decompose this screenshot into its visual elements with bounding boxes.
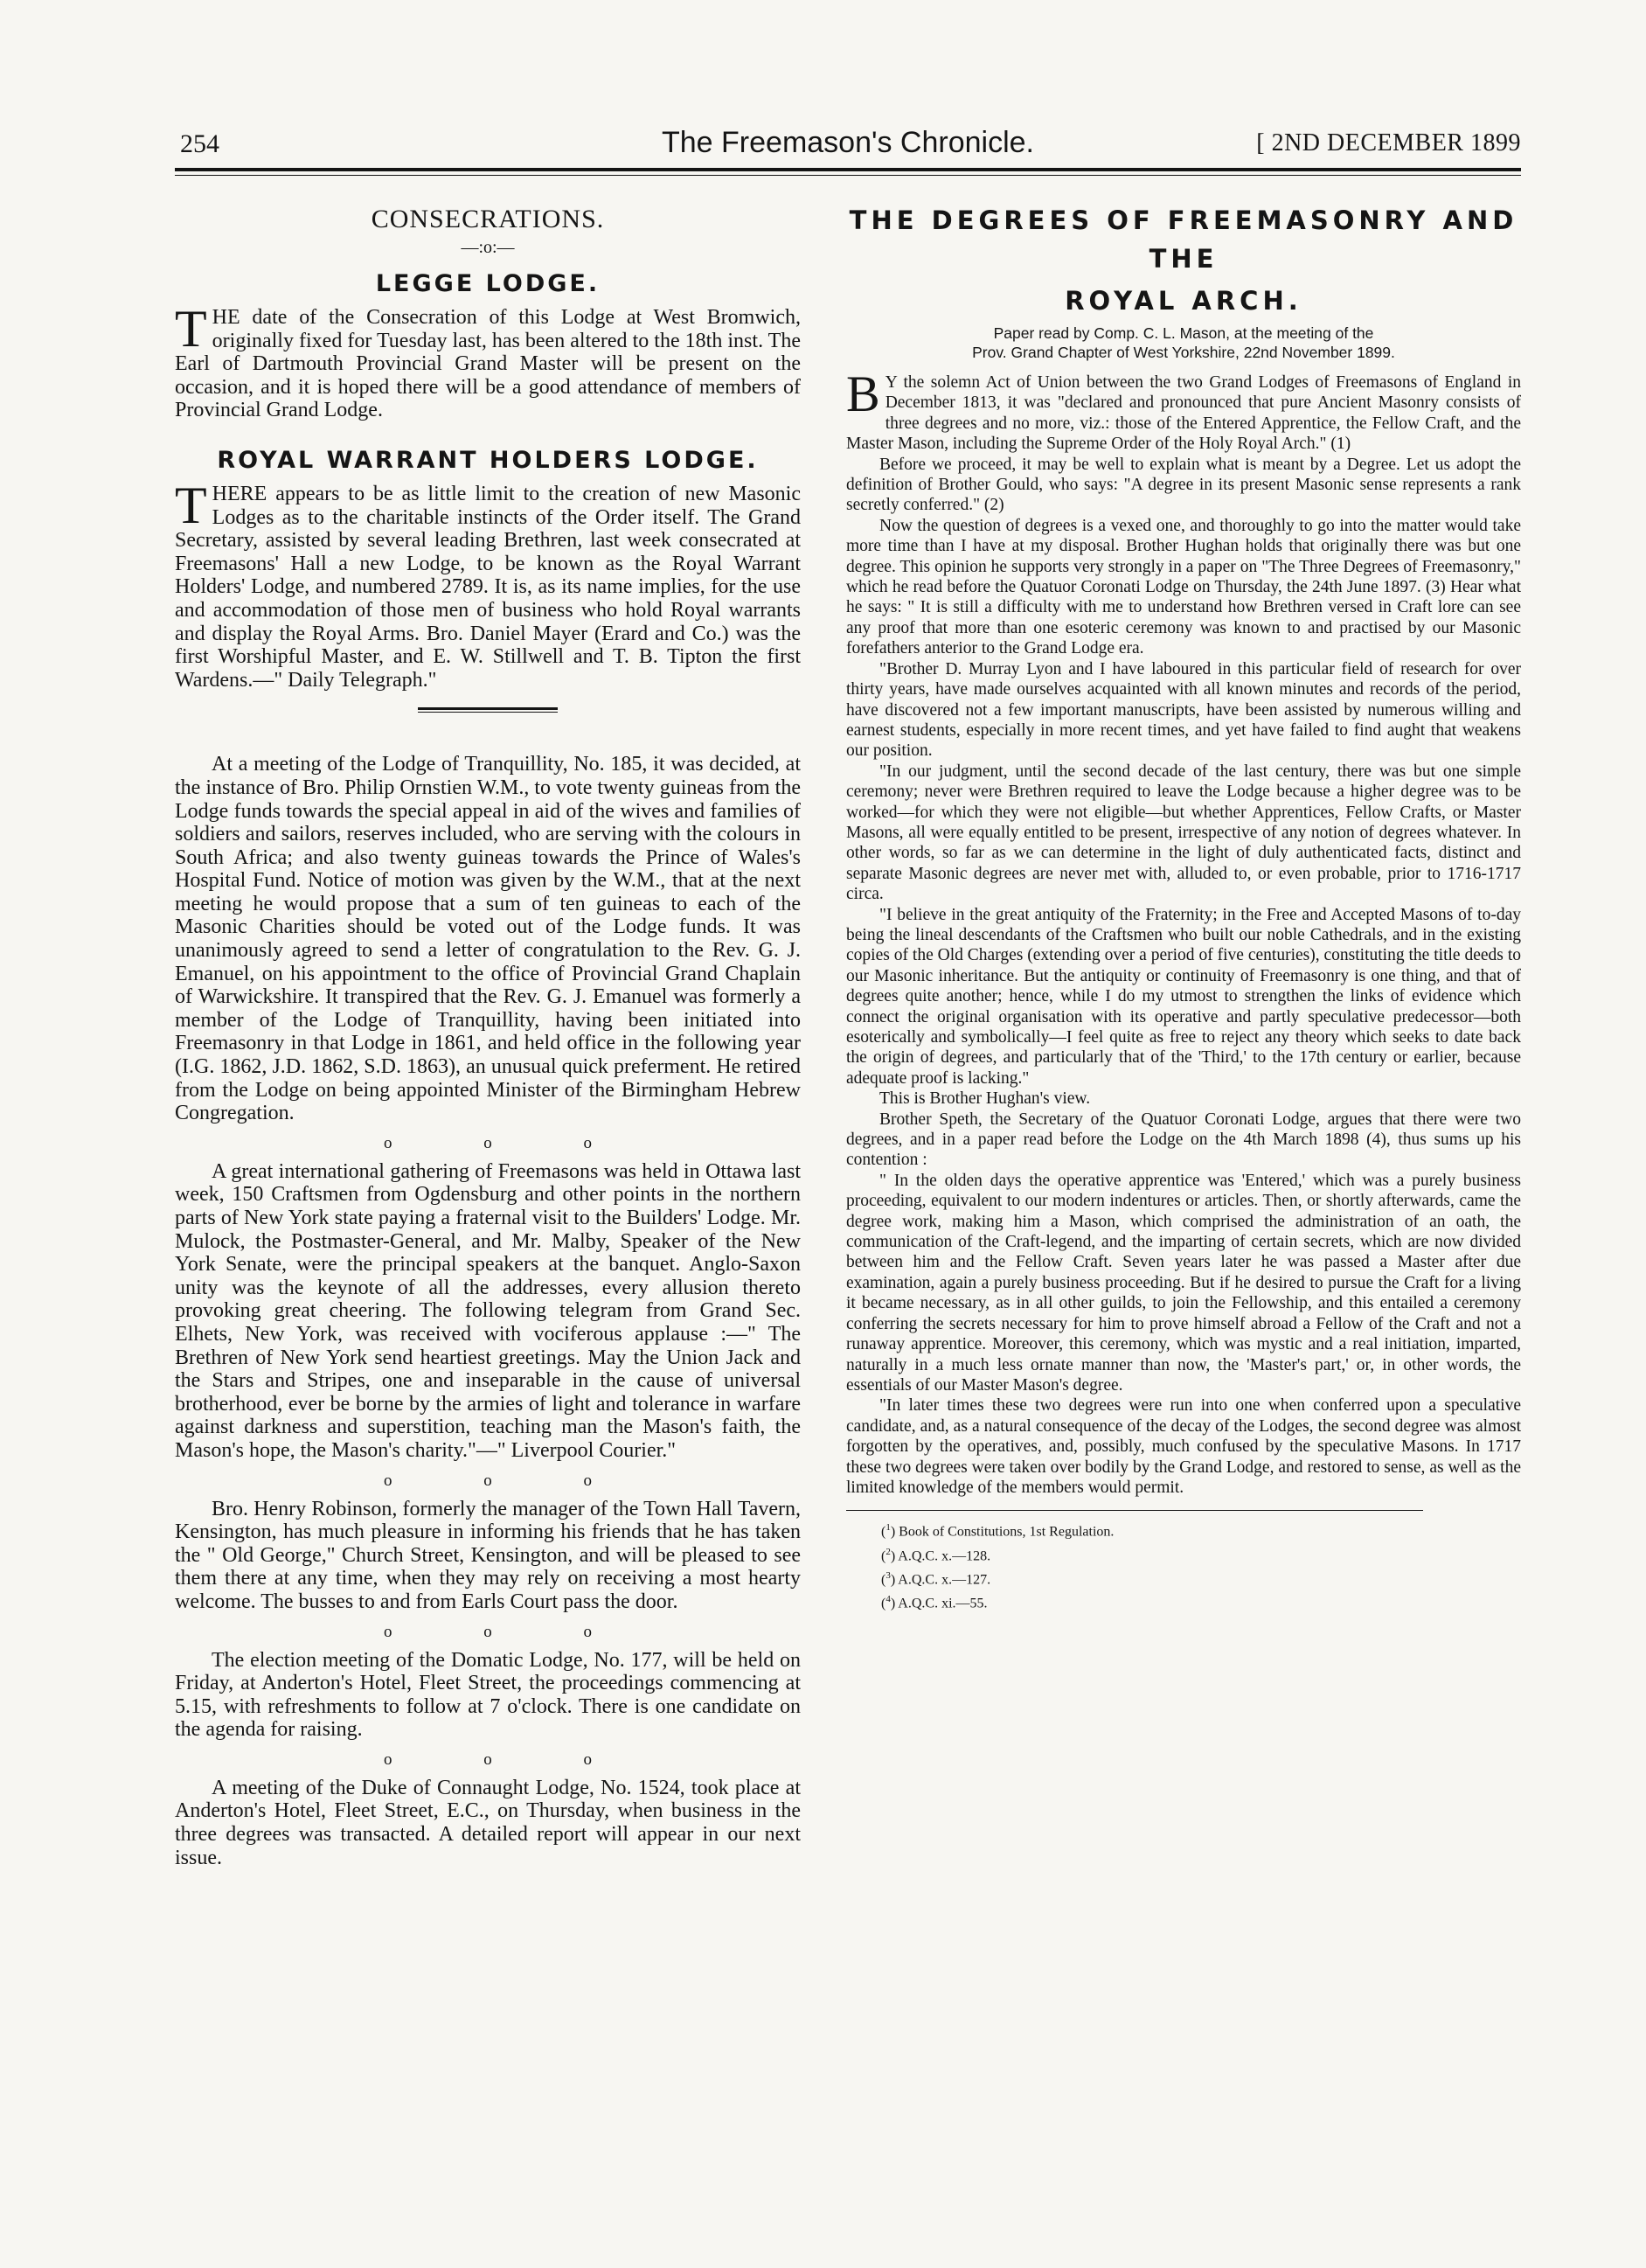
article-text: HERE appears to be as little limit to the creation of new Masonic Lodges as to the charitable instincts of the Order itself. The Grand Secretary, assisted by several leading Brethren, last week consecrated at Freemasons' Hall a new Lodge, to be known as the Royal Warrant Holders' Lodge, and numbered 2789. It is, as its name implies, for the use and accommodation of those men of business who hold Royal warrants and display the Royal Arms. Bro. Daniel Mayer (Erard and Co.) was the first Worshipful Master, and E. W. Stillwell and T. B. Tipton the first Wardens.—" Daily Telegraph." bbox=[175, 482, 801, 692]
right-column bbox=[846, 201, 1521, 1614]
article-title-line-2: ROYAL ARCH. bbox=[1065, 286, 1302, 316]
news-item: The election meeting of the Domatic Lodge, No. 177, will be held on Friday, at Anderton's Hotel, Fleet Street, the proceedings commencing at 5.15, with refreshments to follow at 7 o'clock. There is one candidate on the agenda for raising. bbox=[175, 1648, 801, 1742]
legge-lodge-heading: LEGGE LODGE. bbox=[375, 270, 601, 297]
footnote: ($^2$) A.Q.C. x.—128. bbox=[881, 1546, 991, 1563]
article-text: HE date of the Consecration of this Lodge at West Bromwich, originally fixed for Tuesday last, has been altered to the 18th inst. The Earl of Dartmouth Provincial Grand Master will be present on the occasion, and it is hoped there will be a good attendance of members of Provincial Grand Lodge. bbox=[175, 306, 801, 422]
article-paragraph: Before we proceed, it may be well to explain what is meant by a Degree. Let us adopt the definition of Brother Gould, who says: "A degree in its present Masonic sense represents a rank secretly conferred." (2) bbox=[846, 455, 1521, 515]
ornament-separator: o o o bbox=[384, 1471, 635, 1490]
footnote-rule bbox=[846, 1510, 1423, 1511]
section-dash: —:o:— bbox=[461, 238, 515, 257]
drop-cap: T bbox=[175, 300, 207, 358]
byline-line-1: Paper read by Comp. C. L. Mason, at the meeting of the bbox=[993, 324, 1374, 342]
article-paragraph: Now the question of degrees is a vexed one, and thoroughly to go into the matter would take more time than I have at my disposal. Brother Hughan holds that originally there was but one degree. This opinion he supports very strongly in a paper on "The Three Degrees of Freemasonry," which he read before the Quatuor Coronati Lodge on Thursday, the 24th June 1897. (3) Hear what he says: " It is still a difficulty with me to understand how Brethren versed in Craft lore can see any proof that more than one esoteric ceremony was known to and practised by our Masonic forefathers anterior to the Grand Lodge era. bbox=[846, 516, 1521, 658]
legge-lodge-article bbox=[175, 300, 801, 422]
paragraph-text: Y the solemn Act of Union between the two Grand Lodges of Freemasons of England in December 1813, it was "declared and pronounced that pure Ancient Masonry consists of three degrees and no more, viz.: those of the Entered Apprentice, the Fellow Craft, and the Master Mason, including the Supreme Order of the Holy Royal Arch." (1) bbox=[846, 373, 1521, 454]
footnote: ($^3$) A.Q.C. x.—127. bbox=[881, 1570, 991, 1588]
article-paragraph bbox=[846, 365, 1521, 455]
article-paragraph: Brother Speth, the Secretary of the Quatuor Coronati Lodge, argues that there were two degrees, and in a paper read before the Lodge on the 4th March 1898 (4), thus sums up his contention : bbox=[846, 1110, 1521, 1170]
byline-line-2: Prov. Grand Chapter of West Yorkshire, 22nd November 1899. bbox=[972, 344, 1395, 361]
article-paragraph: "I believe in the great antiquity of the Fraternity; in the Free and Accepted Masons of to-day being the lineal descendants of the Craftsmen who built our noble Cathedrals, and in the existing copies of the Old Charges (extending over a period of five centuries), constituting the title deeds to our Masonic inheritance. But the antiquity or continuity of Freemasonry is one thing, and that of degrees quite another; hence, while I do my utmost to strengthen the links of evidence which connect the original organisation with its operative and partly speculative predecessor—both esoterically and symbolically—I feel quite as free to reject any theory which seeks to date back the origin of degrees, and particularly that of the 'Third,' to the 17th century or earlier, because adequate proof is lacking." bbox=[846, 905, 1521, 1088]
masthead: The Freemason's Chronicle. bbox=[662, 126, 1034, 159]
header-rule-thick bbox=[175, 168, 1521, 171]
section-title: CONSECRATIONS. bbox=[371, 205, 605, 233]
footnote: ($^4$) A.Q.C. xi.—55. bbox=[881, 1594, 988, 1611]
header-rule-thin bbox=[175, 175, 1521, 176]
news-item: A meeting of the Duke of Connaught Lodge, No. 1524, took place at Anderton's Hotel, Fleet Street, E.C., on Thursday, when business in the three degrees was transacted. A detailed report will appear in our next issue. bbox=[175, 1776, 801, 1869]
ornament-separator: o o o bbox=[384, 1133, 635, 1152]
left-column bbox=[175, 201, 801, 1869]
ornament-separator: o o o bbox=[384, 1750, 635, 1769]
page-header bbox=[175, 126, 1521, 164]
drop-cap: T bbox=[175, 476, 207, 534]
drop-cap: B bbox=[846, 365, 880, 422]
issue-date: [ 2ND DECEMBER 1899 bbox=[1256, 129, 1521, 157]
news-item: Bro. Henry Robinson, formerly the manager of the Town Hall Tavern, Kensington, has much pleasure in informing his friends that he has taken the " Old George," Church Street, Kensington, and will be pleased to see them there at any time, when they may rely on receiving a most hearty welcome. The busses to and from Earls Court pass the door. bbox=[175, 1497, 801, 1613]
article-paragraph: This is Brother Hughan's view. bbox=[879, 1089, 1091, 1109]
article-paragraph: "In later times these two degrees were run into one when conferred upon a speculative candidate, and, as a natural consequence of the decay of the Lodges, the second degree was almost forgotten by the operatives, and, possibly, much confused by the speculative Masons. In 1717 these two degrees were taken over bodily by the Grand Lodge, and restored to sense, as well as the limited knowledge of the members would permit. bbox=[846, 1396, 1521, 1497]
footnote: ($^1$) Book of Constitutions, 1st Regulation. bbox=[881, 1522, 1115, 1540]
article-paragraph: "Brother D. Murray Lyon and I have laboured in this particular field of research for over thirty years, have made ourselves acquainted with all known minutes and records of the period, have discovered not a few important manuscripts, have been assisted by numerous willing and earnest students, especially in more recent times, and yet have failed to find aught that weakens our position. bbox=[846, 659, 1521, 761]
article-paragraph: "In our judgment, until the second decade of the last century, there was but one simple ceremony; never were Brethren required to leave the Lodge because a higher degree was to be worked—for which they were not eligible—but whether Apprentices, Fellow Crafts, or Master Masons, all were equally entitled to be present, irrespective of any notion of degrees whatever. In other words, so far as we can determine in the light of duly authenticated facts, distinct and separate Masonic degrees are never met with, alluded to, or even probable, prior to 1716-1717 circa. bbox=[846, 762, 1521, 904]
news-item: At a meeting of the Lodge of Tranquillity, No. 185, it was decided, at the instance of Bro. Philip Ornstien W.M., to vote twenty guineas from the Lodge funds towards the special appeal in aid of the wives and families of soldiers and sailors, reserves included, who are serving with the colours in South Africa; and also twenty guineas towards the Prince of Wales's Hospital Fund. Notice of motion was given by the W.M., that at the next meeting he would propose that a sum of ten guineas to each of the Masonic Charities should be voted out of the Lodge funds. It was unanimously agreed to send a letter of congratulation to the Rev. G. J. Emanuel, on his appointment to the office of Provincial Grand Chaplain of Warwickshire. It transpired that the Rev. G. J. Emanuel was formerly a member of the Lodge of Tranquillity, having been initiated into Freemasonry in that Lodge in 1861, and held office in the following year (I.G. 1862, J.D. 1862, S.D. 1863), an unusual quick preferment. He retired from the Lodge on being appointed Minister of the Birmingham Hebrew Congregation. bbox=[175, 753, 801, 1125]
royal-warrant-article bbox=[175, 476, 801, 692]
article-title-line-1: THE DEGREES OF FREEMASONRY AND THE bbox=[849, 205, 1518, 274]
article-byline bbox=[846, 324, 1521, 362]
news-item: A great international gathering of Freemasons was held in Ottawa last week, 150 Craftsmen from Ogdensburg and other points in the northern parts of New York state paying a fraternal visit to the Builders' Lodge. Mr. Mulock, the Postmaster-General, and Mr. Malby, Speaker of the New York Senate, were the principal speakers at the banquet. Anglo-Saxon unity was the keynote of all the addresses, every allusion thereto provoking great cheering. The following telegram from Grand Sec. Elhets, New York, was received with vociferous applause :—" The Brethren of New York send heartiest greetings. May the Union Jack and the Stars and Stripes, one and inseparable in the cause of universal brotherhood, ever be borne by the armies of light and tolerance in warfare against darkness and superstition, teaching man the Mason's faith, the Mason's hope, the Mason's charity."—" Liverpool Courier." bbox=[175, 1159, 801, 1462]
royal-warrant-heading: ROYAL WARRANT HOLDERS LODGE. bbox=[217, 446, 759, 474]
page-number: 254 bbox=[180, 129, 219, 158]
article-paragraph: " In the olden days the operative apprentice was 'Entered,' which was a purely business proceeding, equivalent to our modern indentures or articles. Then, or shortly afterwards, came the degree work, making him a Mason, which comprised the administration of an oath, the communication of the Craft-legend, and the imparting of certain secrets, which are now divided between him and the Fellow Craft. Seven years later he was passed a Master after due examination, again a purely business proceeding. But if he desired to pursue the Craft for a living it became necessary, as in all other guilds, to join the Fellowship, and this entailed a ceremony conferring the secrets necessary for him to prove himself abroad a Fellow of the Craft and not a runaway apprentice. Moreover, this ceremony, which was mystic and a real initiation, imparted, naturally in a much less ornate manner than now, the 'Master's part,' or, in other words, the essentials of our Master Mason's degree. bbox=[846, 1171, 1521, 1395]
ornament-separator: o o o bbox=[384, 1622, 635, 1641]
